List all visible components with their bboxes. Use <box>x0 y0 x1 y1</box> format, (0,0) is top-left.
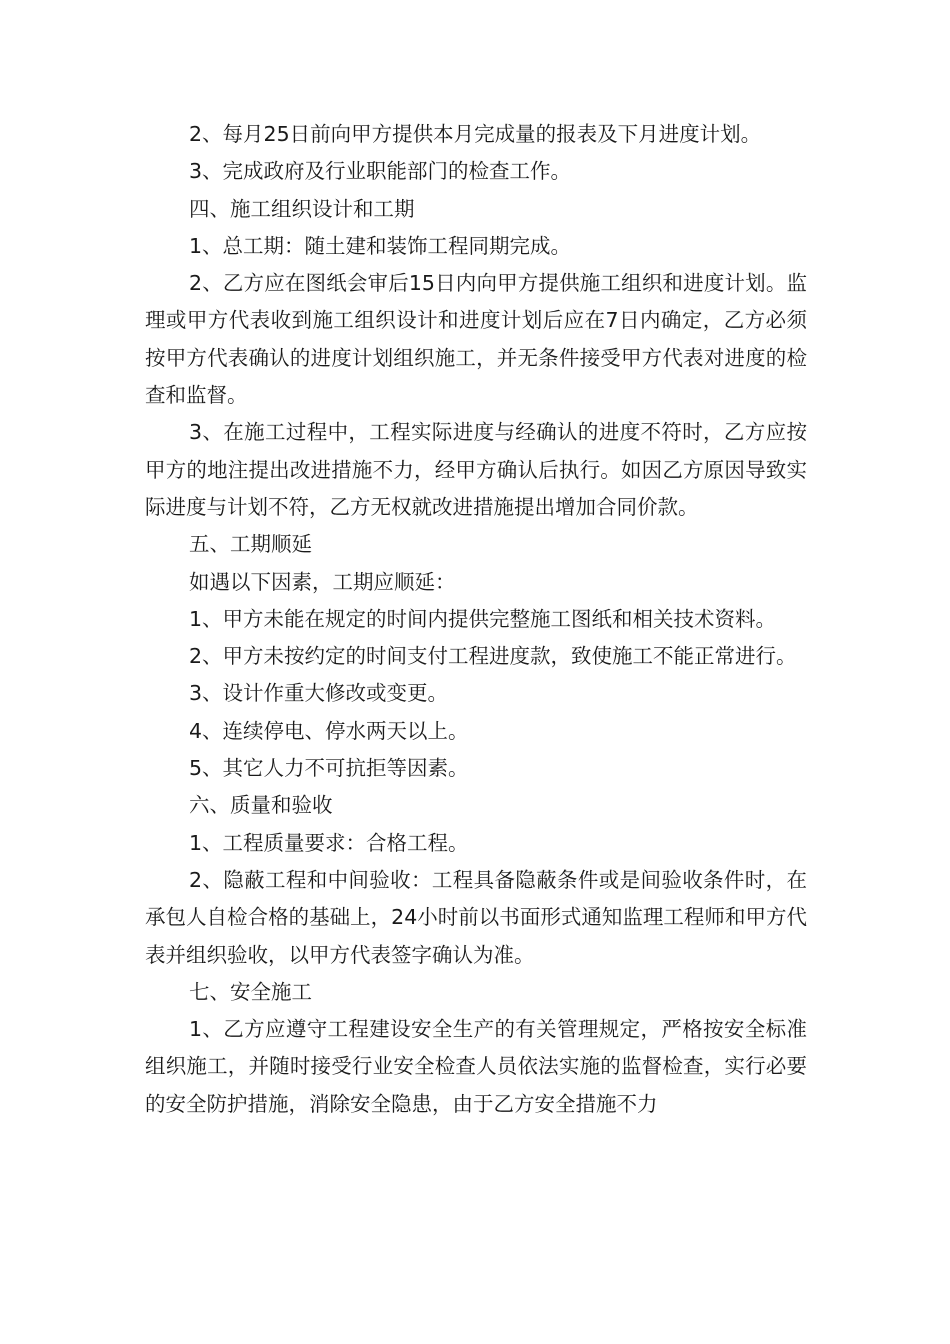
paragraph-progress-deviation: 3、在施工过程中，工程实际进度与经确认的进度不符时，乙方应按甲方的地注提出改进措施不力，经甲方确认后执行。如因乙方原因导致实际进度与计划不符，乙方无权就改进措施提出增加合同价款。 <box>145 420 807 519</box>
paragraph-hidden-works: 2、隐蔽工程和中间验收：工程具备隐蔽条件或是间验收条件时，在承包人自检合格的基础上，24小时前以书面形式通知监理工程师和甲方代表并组织验收，以甲方代表签字确认为准。 <box>145 867 807 967</box>
paragraph-extension-force-majeure: 5、其它人力不可抗拒等因素。 <box>189 756 469 781</box>
paragraph-extension-outage: 4、连续停电、停水两天以上。 <box>189 718 469 743</box>
paragraph-extension-payment: 2、甲方未按约定的时间支付工程进度款，致使施工不能正常进行。 <box>189 644 797 669</box>
paragraph-extension-intro: 如遇以下因素，工期应顺延： <box>189 569 456 594</box>
paragraph-construction-plan: 2、乙方应在图纸会审后15日内向甲方提供施工组织和进度计划。监理或甲方代表收到施工组织设计和进度计划后应在7日内确定，乙方必须按甲方代表确认的进度计划组织施工，并无条件接受甲方代表对进度的检查和监督。 <box>145 271 807 408</box>
paragraph-extension-drawings: 1、甲方未能在规定的时间内提供完整施工图纸和相关技术资料。 <box>189 606 777 631</box>
paragraph-total-duration: 1、总工期：随土建和装饰工程同期完成。 <box>189 233 572 258</box>
paragraph-government-inspection: 3、完成政府及行业职能部门的检查工作。 <box>189 159 572 184</box>
section-heading-quality: 六、质量和验收 <box>189 793 333 818</box>
document-body <box>145 116 807 1123</box>
paragraph-quality-requirement: 1、工程质量要求：合格工程。 <box>189 830 469 855</box>
section-heading-schedule: 四、施工组织设计和工期 <box>189 196 415 221</box>
paragraph-extension-design-change: 3、设计作重大修改或变更。 <box>189 681 449 706</box>
section-heading-safety: 七、安全施工 <box>189 979 312 1004</box>
paragraph-safety-rules: 1、乙方应遵守工程建设安全生产的有关管理规定，严格按安全标准组织施工，并随时接受行业安全检查人员依法实施的监督检查，实行必要的安全防护措施，消除安全隐患，由于乙方安全措施不力 <box>145 1017 807 1116</box>
section-heading-extension: 五、工期顺延 <box>189 532 312 557</box>
paragraph-progress-report: 2、每月25日前向甲方提供本月完成量的报表及下月进度计划。 <box>189 122 762 146</box>
